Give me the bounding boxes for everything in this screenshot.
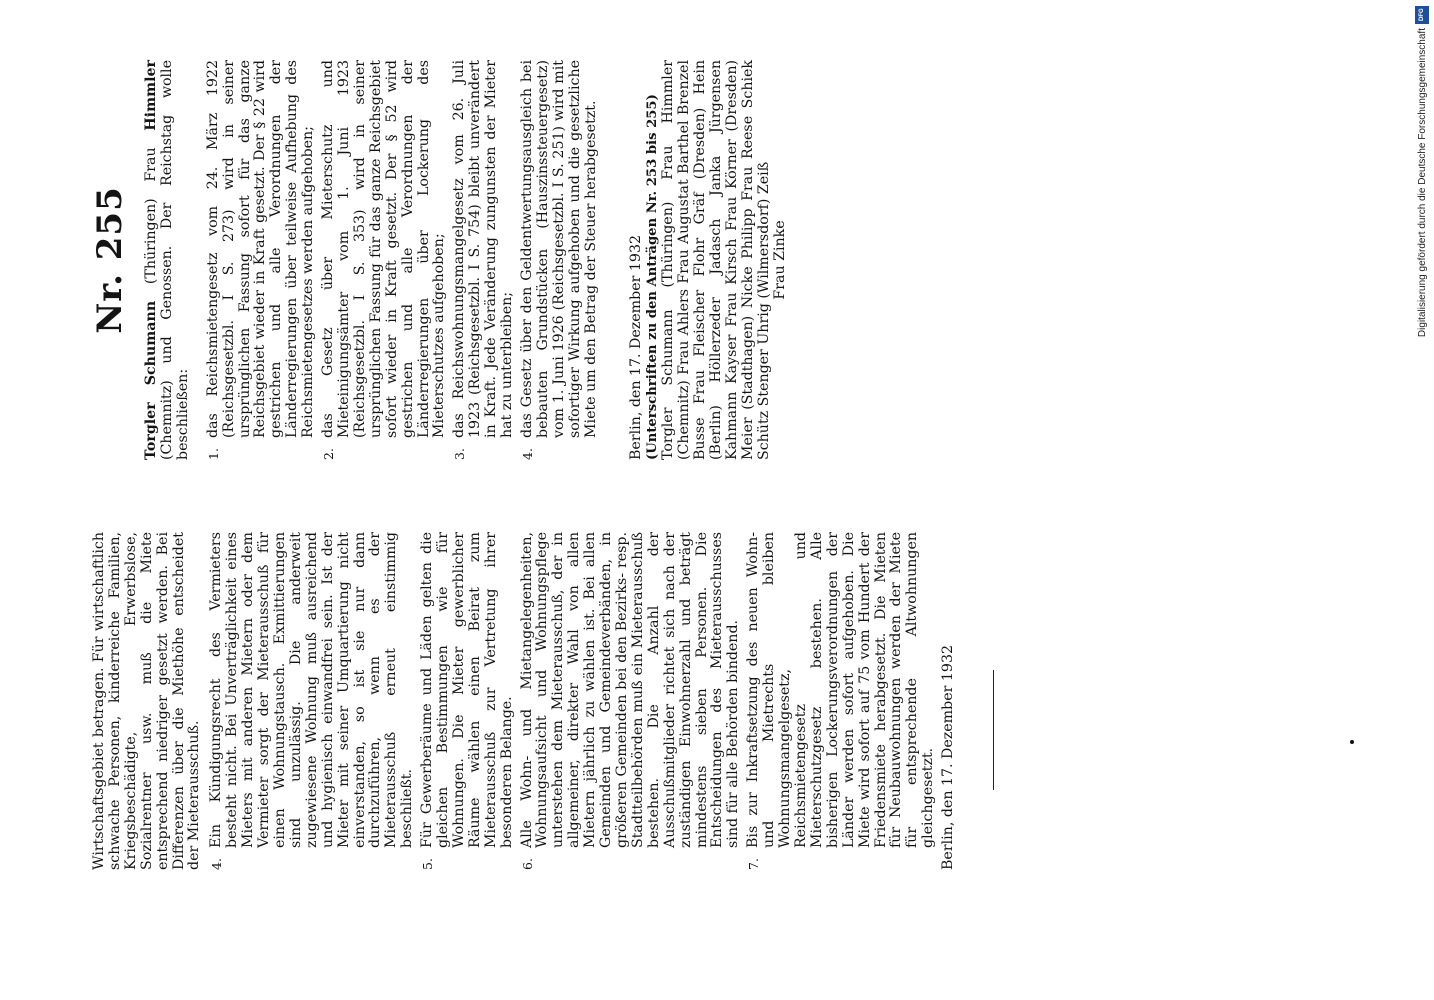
item-number: 2. [321, 448, 337, 460]
list-item [746, 532, 937, 870]
motion-number-title: Nr. 255 [90, 186, 130, 334]
list-item [520, 532, 743, 870]
item-text: Bis zur Inkraftsetzung des neuen Wohn- und Mietrechts bleiben Wohnungsmangelgesetz, Reichsmietengesetz und Mieterschutzgesetz bestehen. Alle bisherigen Lockerungsverordnungen der Länder werden sofort aufgehoben. Die Miete wird sofort auf 75 vom Hundert der Friedensmiete herabgesetzt. Die Mieten für Neubauwohnungen werden der Miete für entsprechende Altwohnungen gleichgesetzt. [745, 532, 937, 848]
item-number: 4. [519, 448, 535, 460]
item-number: 3. [452, 448, 468, 460]
item-text: das Gesetz über den Geldentwertungsausgleich bei bebauten Grundstücken (Hauszinssteuergesetz) vom 1. Juni 1926 (Reichsgesetzbl. I S. 251) wird mit sofortiger Wirkung aufgehoben und die gesetzliche Miete um den Betrag der Steuer herabgesetzt. [518, 60, 599, 438]
left-text-column [92, 532, 994, 870]
intro-middle: (Thüringen) Frau [143, 130, 159, 301]
co-proposer-name: Himmler [143, 60, 159, 131]
list-item [321, 60, 448, 460]
item-text: Für Gewerberäume und Läden gelten die gleichen Bestimmungen wie für Wohnungen. Die Mieter gewerblicher Räume wählen einen Beirat zum Mieterausschuß zur Vertretung ihrer besonderen Belange. [419, 532, 515, 848]
item-number: 7. [746, 858, 762, 870]
signatures-heading: (Unterschriften zu den Anträgen Nr. 253 bis 255) [645, 94, 661, 460]
item-text: das Reichswohnungsmangelgesetz vom 26. Juli 1923 (Reichsgesetzbl. I S. 754) bleibt unverändert in Kraft. Jede Veränderung zungunsten der Mieter hat zu unterbleiben; [451, 60, 516, 438]
item-number: 5. [420, 858, 436, 870]
item-number: 6. [519, 858, 535, 870]
list-item [520, 60, 600, 460]
right-date-line: Berlin, den 17. Dezember 1932 [628, 234, 645, 460]
digitization-footer [1412, 6, 1432, 996]
item-text: das Gesetz über Mieterschutz und Mieteinigungsämter vom 1. Juni 1923 (Reichsgesetzbl. I S. 353) wird in seiner ursprünglichen Fassung für das ganze Reichsgebiet sofort wieder in Kraft gesetzt. Der § 52 wird gestrichen und alle Verordnungen der Länderregierungen über Lockerung des Mieterschutzes aufgehoben; [320, 60, 448, 438]
item-number: 4. [209, 858, 225, 870]
signatures-list [661, 60, 788, 460]
dfg-logo: DFG [1415, 6, 1429, 24]
item-text: Ein Kündigungsrecht des Vermieters besteht nicht. Bei Unverträglichkeit eines Mieters mit anderen Mietern oder dem Vermieter sorgt der Mieterausschuß für einen Wohnungstausch. Exmittierungen sind unzulässig. Die anderweit zugewiesene Wohnung muß ausreichend und hygienisch einwandfrei sein. Ist der Mieter mit seiner Umquartierung nicht einverstanden, so ist sie nur dann durchzuführen, wenn es der Mieterausschuß erneut einstimmig beschließt. [208, 532, 416, 848]
scan-speck [1350, 740, 1354, 744]
funding-notice: Digitalisierung gefördert durch die Deutsche Forschungsgemeinschaft [1416, 28, 1428, 338]
item-text: das Reichsmietengesetz vom 24. März 1922 (Reichsgesetzbl. I S. 273) wird in seiner ursprünglichen Fassung sofort für das ganze Reichsgebiet wieder in Kraft gesetzt. Der § 22 wird gestrichen und alle Verordnungen der Länderregierungen über teilweise Aufhebung des Reichsmietengesetzes werden aufgehoben; [204, 60, 317, 438]
right-text-column [90, 60, 789, 460]
list-item [452, 60, 516, 460]
list-item [420, 532, 515, 870]
proposer-names: Torgler Schumann [143, 300, 159, 460]
left-date-line: Berlin, den 17. Dezember 1932 [940, 644, 957, 870]
item-number: 1. [205, 448, 221, 460]
separator-rule [993, 670, 994, 790]
continuation-paragraph: Wirtschaftsgebiet betragen. Für wirtschaftlich schwache Personen, kinderreiche Familien, Kriegsbeschädigte, Erwerbslose, Sozialrentner usw. muß die Miete entsprechend niedriger gesetzt werden. Bei Differenzen über die Miethöhe entscheidet der Mieterausschuß. [91, 532, 203, 870]
list-item [206, 60, 317, 460]
signature-names: Torgler Schumann (Thüringen) Frau Himmler (Chemnitz) Frau Ahlers Frau Augustat Barthel Brenzel Busse Frau Fleischer Flohr Gräf (Dresden) Hein (Berlin) Höllerzeder Jadasch Janka Jürgensen Kahmann Kayser Frau Kirsch Frau Körner (Dresden) Meier (Stadthagen) Nicke Philipp Frau Reese Schiek Schütz Stenger Uhrig (Wilmersdorf) Zeiß [660, 60, 772, 460]
item-text: Alle Wohn- und Mietangelegenheiten, Wohnungsaufsicht und Wohnungspflege unterstehen dem Mieterausschuß, der in allgemeiner, direkter Wahl von allen Mietern jährlich zu wählen ist. Bei allen Gemeinden und Gemeindeverbänden, in größeren Gemeinden bei den Bezirks- resp. Stadtteilbehörden muß ein Mieterausschuß bestehen. Die Anzahl der Ausschußmitglieder richtet sich nach der zuständigen Einwohnerzahl und beträgt mindestens sieben Personen. Die Entscheidungen des Mieterausschusses sind für alle Behörden bindend. [518, 532, 742, 848]
signature-last-name: Frau Zinke [771, 220, 788, 300]
intro-rest: (Chemnitz) und Genossen. Der Reichstag wolle beschließen: [158, 60, 191, 460]
list-item [209, 532, 416, 870]
motion-introduction [144, 60, 192, 460]
